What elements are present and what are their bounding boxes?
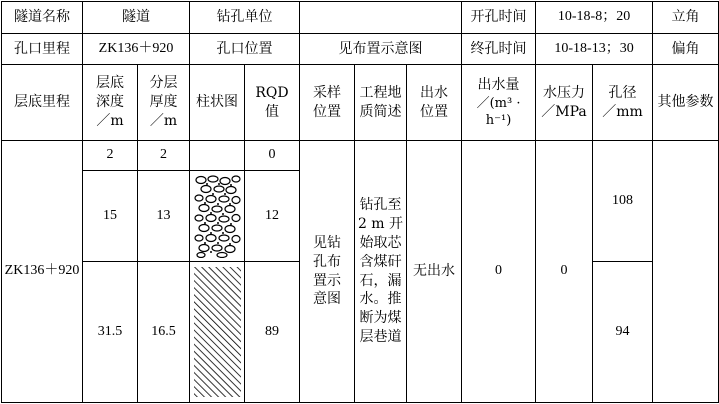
tunnel-name-label: 隧道名称: [2, 2, 83, 34]
water-volume-cell: 0: [462, 141, 536, 403]
geology-line: 石，漏: [359, 272, 402, 289]
col-depth-line: ／m: [96, 113, 124, 130]
table-row: [2, 141, 719, 171]
geology-line: 始取芯: [359, 234, 402, 251]
col-sampling: [300, 65, 355, 141]
col-thickness-line: ／m: [149, 113, 178, 130]
elevation-angle-label: 立角: [653, 2, 719, 34]
col-thickness-line: 分层: [149, 75, 178, 92]
water-pressure-cell: 0: [536, 141, 593, 403]
geology-line: 层巷道: [359, 329, 402, 346]
column-chart-cell: [190, 171, 245, 262]
col-thickness: [138, 65, 190, 141]
drill-unit-value: [300, 2, 462, 34]
drill-unit-label: 钻孔单位: [190, 2, 300, 34]
depth-cell: 15: [83, 171, 138, 262]
header-row-2: [2, 34, 719, 65]
geology-line: 含煤矸: [359, 253, 402, 270]
layer-mileage-cell: ZK136＋920: [2, 141, 83, 403]
col-column-chart: 柱状图: [190, 65, 245, 141]
col-water-pressure-line: ／MPa: [541, 103, 587, 120]
end-time-value: 10-18-13；30: [536, 34, 653, 65]
tunnel-name-value: 隧道: [83, 2, 190, 34]
col-water-position: [407, 65, 462, 141]
col-depth-line: 深度: [96, 94, 124, 111]
col-depth: [83, 65, 138, 141]
column-chart-cell: [190, 261, 245, 402]
col-layer-mileage: 层底里程: [2, 65, 83, 141]
end-time-label: 终孔时间: [462, 34, 536, 65]
col-water-volume-line: 出水量: [477, 76, 520, 93]
rqd-cell: 89: [245, 261, 300, 402]
diagonal-hatch-pattern: [194, 267, 241, 397]
col-geology-line: 质简述: [359, 103, 402, 120]
col-other-params: 其他参数: [653, 65, 719, 141]
col-water-volume: [462, 65, 536, 141]
breccia-pattern: [194, 174, 241, 258]
thickness-cell: 13: [138, 171, 190, 262]
water-position-cell: 无出水: [407, 141, 462, 403]
other-params-cell: [653, 141, 719, 403]
hole-diameter-cell: 108: [593, 141, 653, 262]
thickness-cell: 2: [138, 141, 190, 171]
start-time-value: 10-18-8；20: [536, 2, 653, 34]
header-row-1: [2, 2, 719, 34]
geology-line: 钻孔至: [359, 196, 402, 213]
col-geology: [355, 65, 407, 141]
position-label: 孔口位置: [190, 34, 300, 65]
col-water-volume-line: ／(m³ · h⁻¹): [476, 95, 521, 129]
thickness-cell: 16.5: [138, 261, 190, 402]
mileage-label: 孔口里程: [2, 34, 83, 65]
col-water-position-line: 位置: [420, 103, 449, 120]
deflection-angle-label: 偏角: [653, 34, 719, 65]
depth-cell: 31.5: [83, 261, 138, 402]
col-sampling-line: 采样: [313, 84, 341, 101]
col-rqd: RQD 值: [245, 65, 300, 141]
geology-cell: [355, 141, 407, 403]
geology-line: 2 m 开: [357, 215, 404, 232]
col-geology-line: 工程地: [359, 84, 402, 101]
sampling-cell: [300, 141, 355, 403]
column-chart-cell: [190, 141, 245, 171]
rqd-cell: 0: [245, 141, 300, 171]
geology-line: 断为煤: [359, 310, 402, 327]
position-value: 见布置示意图: [300, 34, 462, 65]
col-thickness-line: 厚度: [149, 94, 178, 111]
col-depth-line: 层底: [96, 75, 124, 92]
sampling-line: 意图: [313, 291, 341, 308]
col-hole-diameter: [593, 65, 653, 141]
col-sampling-line: 位置: [313, 103, 341, 120]
col-water-position-line: 出水: [420, 84, 449, 101]
col-hole-diameter-line: ／mm: [602, 103, 643, 120]
rqd-cell: 12: [245, 171, 300, 262]
sampling-line: 见钻: [313, 234, 341, 251]
geology-line: 水。推: [359, 291, 402, 308]
mileage-value: ZK136＋920: [83, 34, 190, 65]
depth-cell: 2: [83, 141, 138, 171]
hole-diameter-cell: 94: [593, 261, 653, 402]
start-time-label: 开孔时间: [462, 2, 536, 34]
borehole-record-table: [1, 1, 719, 403]
col-water-pressure-line: 水压力: [543, 84, 586, 101]
column-header-row: [2, 65, 719, 141]
col-water-pressure: [536, 65, 593, 141]
sampling-line: 置示: [313, 272, 341, 289]
col-hole-diameter-line: 孔径: [608, 84, 637, 101]
sampling-line: 孔布: [313, 253, 341, 270]
